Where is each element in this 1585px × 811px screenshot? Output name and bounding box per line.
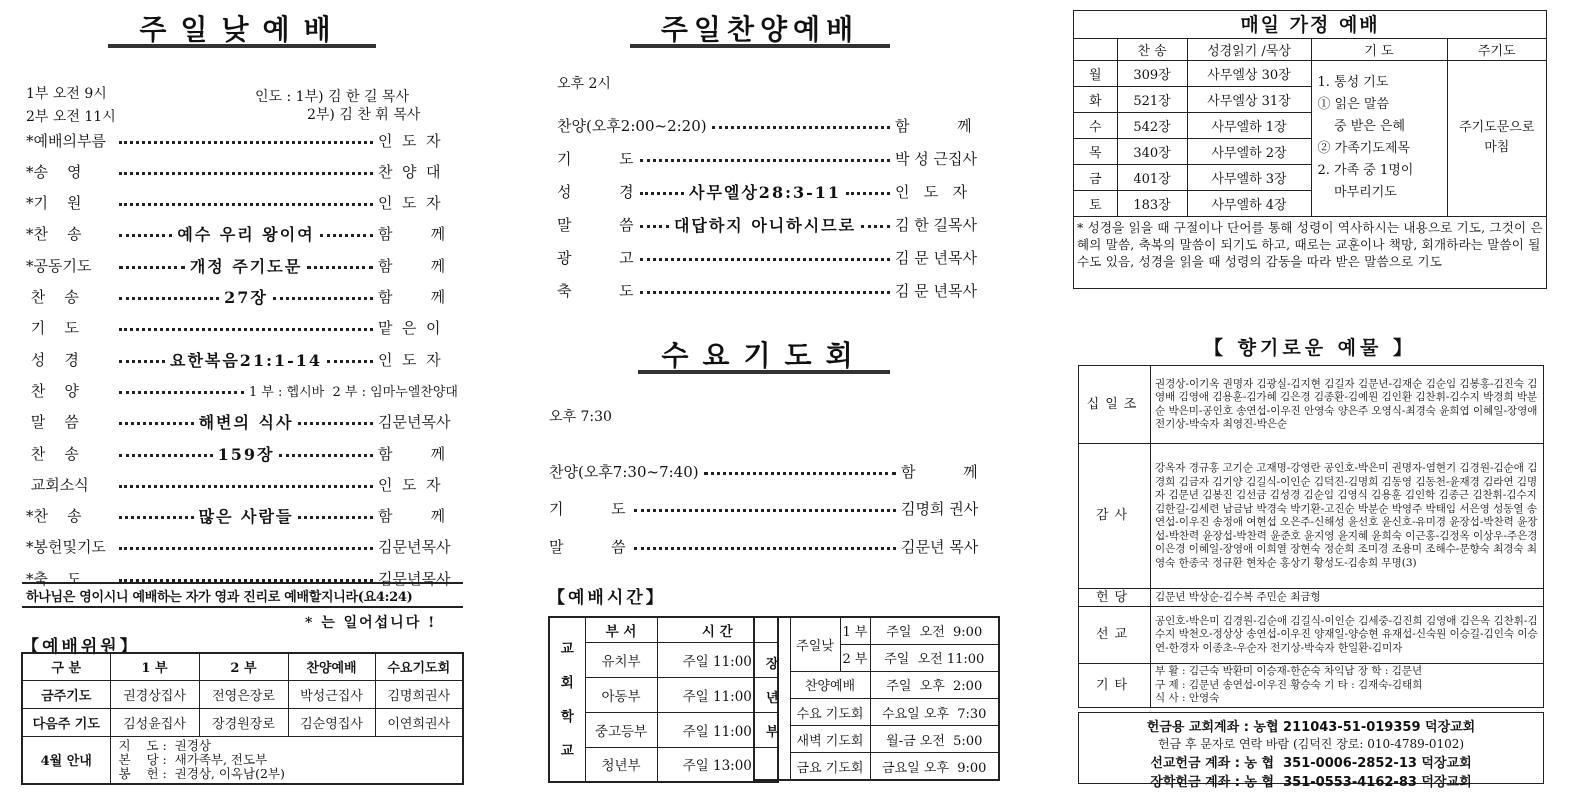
order-leader: 김문년목사 (378, 413, 451, 432)
order-row (557, 147, 991, 169)
vertical-char: 장 (765, 656, 779, 672)
family-day: 수 (1074, 112, 1117, 138)
order-row (26, 223, 458, 245)
school-dept: 유치부 (585, 642, 657, 677)
offering-category: 헌당 (1079, 589, 1151, 607)
adult-group-label (754, 617, 790, 780)
order-row (26, 160, 458, 182)
order-leader: 김명희 권사 (901, 500, 979, 518)
adult-time: 금요일 오후 9:00 (870, 753, 999, 780)
leader-2: 2부) 김 찬 휘 목사 (307, 107, 421, 123)
family-prayer (1311, 60, 1447, 216)
committee-header: 1 부 (110, 653, 199, 680)
family-reading: 사무엘하 3장 (1187, 164, 1311, 190)
order-row (26, 379, 458, 401)
offering-category: 기타 (1079, 664, 1151, 708)
order-leader: 김문년목사 (378, 569, 451, 588)
family-day: 토 (1074, 190, 1117, 216)
order-label: 기 도 (26, 319, 79, 338)
order-row (557, 246, 991, 268)
order-row (557, 180, 991, 202)
schedule-header: 부 서 (585, 617, 657, 642)
order-label: *봉헌및기도 (26, 538, 106, 557)
bible-verse: 하나님은 영이시니 예배하는 자가 영과 진리로 예배할지니라(요4:24) (26, 590, 413, 605)
dot-leader (119, 485, 373, 488)
committee-row-label: 금주기도 (22, 680, 110, 708)
dot-leader (119, 266, 185, 269)
order-label: 찬 송 (26, 288, 79, 306)
sunday-time: 주일 오전 11:00 (870, 644, 999, 671)
vertical-char: 부 (765, 724, 779, 740)
school-time: 주일 13:00 (657, 747, 778, 782)
order-label: *예배의부름 (26, 131, 106, 150)
family-hymn: 309장 (1117, 60, 1187, 86)
school-group-label (549, 617, 585, 782)
dot-leader (119, 360, 165, 363)
school-group-text (550, 632, 585, 768)
committee-cell: 김성윤집사 (110, 708, 199, 736)
committee-cell: 장경원장로 (199, 708, 288, 736)
family-hymn: 340장 (1117, 138, 1187, 164)
offering-names: 부 활 : 김근숙 박환미 이승재-한순숙 차익남 장 학 : 김문년 구 제 : 김문년 송연섭-이우진 황승숙 기 타 : 김재숙-김태희 식 사 : 안영숙 (1151, 664, 1544, 708)
family-title: 매일 가정 예배 (1074, 11, 1546, 39)
order-leader: 김 한 길목사 (895, 215, 978, 234)
schedule-title: 【예배시간】 (548, 588, 666, 608)
account-mission: 선교헌금 계좌 : 농 협 351-0006-2852-13 덕장교회 (1150, 756, 1472, 771)
leader-1: 인도 : 1부) 김 한 길 목사 (255, 89, 409, 105)
committee-cell: 김순영집사 (288, 708, 375, 736)
order-leader: 함 께 (378, 288, 446, 306)
order-label: *찬 송 (26, 225, 82, 244)
school-time: 주일 11:00 (657, 642, 778, 677)
committee-cell: 김명희권사 (375, 680, 463, 708)
order-label: *찬 송 (26, 507, 82, 526)
offering-category: 십일조 (1079, 366, 1151, 444)
committee-cell: 권경상집사 (110, 680, 199, 708)
adult-time: 주일 오후 2:00 (870, 671, 999, 698)
offering-names: 권경상-이기옥 권명자 김광실-김지현 김길자 김문년-김재순 김순임 김봉홍-김진숙 김영배 김영애 김용훈-김가혜 김은경 김종환-김예원 김인환 김찬휘-김수지 박경희 박분순 박은미-공인호 송연섭-이우진 안영숙 양은주 오영식-최경숙 윤희엽 이혜일-장영애 전기상-박숙자 최영진-박은순 (1151, 366, 1544, 444)
dot-leader (640, 291, 890, 294)
family-day: 목 (1074, 138, 1117, 164)
order-row (557, 279, 991, 301)
prayer-line: ② 가족기도제목 (1317, 141, 1410, 157)
praise-service-title: 주일찬양예배 (630, 8, 890, 48)
vertical-char: 회 (560, 674, 574, 691)
april-label: 4월 안내 (22, 736, 110, 784)
dot-leader (298, 516, 373, 519)
sunday-service-title: 주일낮예배 (108, 8, 376, 48)
vertical-char: 년 (765, 690, 779, 706)
family-day: 금 (1074, 164, 1117, 190)
schedule-adult-table (753, 616, 1000, 781)
order-title: 27장 (224, 288, 268, 307)
order-leader: 김 문 년목사 (895, 248, 977, 267)
dot-leader (704, 472, 896, 475)
dot-leader (298, 422, 373, 425)
dot-leader (119, 391, 244, 394)
order-label: *축 도 (26, 569, 82, 588)
adult-service: 금요 기도회 (790, 753, 870, 780)
april-line: 지 도 : 권경상 (118, 737, 211, 753)
vertical-char: 학 (560, 708, 574, 725)
divider-top (22, 582, 463, 584)
order-leader: 함 께 (378, 507, 446, 526)
order-leader: 함 께 (895, 116, 972, 135)
dot-leader (119, 547, 373, 550)
divider-bottom (22, 606, 463, 608)
order-row (26, 442, 458, 464)
order-label: *공동기도 (26, 256, 92, 275)
dot-leader (279, 454, 373, 457)
order-leader: 함 께 (378, 444, 446, 463)
lords-prayer: 주기도문으로 마침 (1447, 60, 1546, 216)
order-label: 말 씀 (549, 537, 626, 556)
dot-leader (634, 547, 896, 550)
order-label: 교회소식 (26, 475, 89, 494)
order-label: 기 도 (549, 500, 626, 518)
dot-leader (119, 516, 194, 519)
order-leader: 박 성 근집사 (895, 149, 977, 168)
family-hymn: 401장 (1117, 164, 1187, 190)
family-hymn: 521장 (1117, 86, 1187, 112)
wednesday-time: 오후 7:30 (549, 409, 612, 425)
committee-header: 찬양예배 (288, 653, 375, 680)
service-time-1: 1부 오전 9시 (26, 86, 107, 102)
family-hymn: 183장 (1117, 190, 1187, 216)
order-leader: 인 도 자 (378, 194, 441, 213)
order-leader: 인 도 자 (895, 182, 968, 201)
order-leader: 인 도 자 (378, 131, 441, 150)
dot-leader (119, 297, 219, 300)
school-time: 주일 11:00 (657, 712, 778, 747)
dot-leader (846, 192, 890, 195)
schedule-school-table (548, 616, 779, 783)
sunday-part: 1 부 (840, 617, 870, 644)
order-row (26, 192, 458, 214)
prayer-line: 2. 가족 중 1명이 (1317, 163, 1414, 179)
order-leader: 인 도 자 (378, 475, 441, 494)
offering-names: 김문년 박상순-김수복 주민순 최금형 (1151, 589, 1544, 607)
family-worship-box (1073, 10, 1547, 289)
order-title: 많은 사람들 (198, 507, 294, 527)
order-leader: 김 문 년목사 (895, 281, 977, 300)
account-scholarship: 장학헌금 계좌 : 농 협 351-0553-4162-83 덕장교회 (1150, 775, 1472, 790)
sunday-time: 주일 오전 9:00 (870, 617, 999, 644)
order-title: 요한복음21:1-14 (169, 350, 323, 370)
committee-cell: 이연희권사 (375, 708, 463, 736)
family-header: 기 도 (1311, 39, 1447, 60)
order-row (26, 505, 458, 527)
schedule-header: 시 간 (657, 617, 778, 642)
adult-group-text (755, 648, 790, 750)
dot-leader (640, 258, 890, 261)
order-leader: 1 부 : 헵시바 2 부 : 임마누엘찬양대 (248, 384, 458, 400)
order-title: 159장 (217, 444, 275, 464)
order-label: *기 원 (26, 194, 82, 213)
offering-title: 【 향기로운 예물 】 (1204, 337, 1416, 359)
order-leader: 함 께 (378, 256, 446, 275)
family-day: 화 (1074, 86, 1117, 112)
sunday-part: 2 부 (840, 644, 870, 671)
order-label: 찬 양 (26, 381, 79, 400)
committee-cell: 박성근집사 (288, 680, 375, 708)
order-title: 해변의 식사 (198, 413, 294, 433)
family-reading: 사무엘하 2장 (1187, 138, 1311, 164)
order-row (557, 213, 991, 235)
vertical-char: 교 (560, 640, 574, 657)
committee-cell: 전영은장로 (199, 680, 288, 708)
offering-category: 선교 (1079, 607, 1151, 664)
family-reading: 사무엘상 31장 (1187, 86, 1311, 112)
order-label: 찬양(오후7:30~7:40) (549, 462, 699, 481)
family-note: * 성경을 읽을 때 구절이나 단어를 통해 성령이 역사하시는 내용으로 기도, 그것이 은혜의 말씀, 축복의 말씀이 되기도 하고, 때로는 교훈이나 책망, 회개하라는 말씀이 될 수도 있음, 성경을 읽을 때 성령의 감동을 따라 받은 말씀으로 기도 (1074, 216, 1546, 272)
committee-title: 【예배위원】 (22, 637, 140, 657)
dot-leader (634, 509, 896, 512)
dot-leader (119, 234, 172, 237)
family-hymn: 542장 (1117, 112, 1187, 138)
order-leader: 함 께 (378, 225, 446, 244)
dot-leader (640, 225, 669, 228)
dot-leader (119, 454, 213, 457)
order-label: 축 도 (557, 281, 634, 300)
order-leader: 인 도 자 (378, 350, 441, 369)
order-label: 성 경 (557, 182, 634, 201)
committee-header: 구 분 (22, 653, 110, 680)
dot-leader (320, 234, 373, 237)
school-time: 주일 11:00 (657, 677, 778, 712)
dot-leader (119, 328, 373, 331)
vertical-char: 교 (560, 742, 574, 759)
dot-leader (640, 159, 890, 162)
order-row (26, 411, 458, 433)
order-label: 성 경 (26, 350, 79, 369)
offering-category: 감사 (1079, 444, 1151, 589)
adult-time: 수요일 오후 7:30 (870, 698, 999, 725)
dot-leader (119, 422, 194, 425)
family-header: 찬 송 (1117, 39, 1187, 60)
order-leader: 맡 은 이 (378, 319, 441, 338)
order-row (26, 286, 458, 308)
order-row (26, 348, 458, 370)
committee-header: 2 부 (199, 653, 288, 680)
stand-note: * 는 일어섭니다 ! (305, 615, 437, 631)
order-title: 개정 주기도문 (189, 256, 303, 276)
order-row (557, 114, 991, 136)
family-header (1074, 39, 1117, 60)
school-dept: 아동부 (585, 677, 657, 712)
order-row (26, 536, 458, 558)
offering-names: 강옥자 경규홍 고기순 고재명-강영란 공인호-박은미 권명자-염현기 김경원-김순애 김경희 김금자 김기양 김길식-이인순 김덕진-김명희 김동영 김동천-윤재경 김라연 김명자 김문년 김봉진 김선금 김성경 김순임 김영식 김용훈 김인학 김종근 김찬휘-김수지 김한길-김세련 남금남 박경숙 박기환-고진순 박분순 박영주 박태임 서은영 성동열 송연섭-이우진 송정애 여현섭 오은주-신해성 윤선호 윤신호-유미경 윤장섭-박찬력 윤장섭-박찬력 윤장섭-박찬력 윤준호 윤지영 윤지혜 윤희숙 이근홍-김정옥 이상우-주은경 이은경 이혜일-장영애 이희열 장현숙 정순희 조미경 조용미 조해수-문향숙 최경숙 최영숙 한종국 정규환 현차순 홍상기 황성도-김송희 무명(3) (1151, 444, 1544, 589)
prayer-line: 1. 통성 기도 (1317, 75, 1389, 91)
family-reading: 사무엘상 30장 (1187, 60, 1311, 86)
april-line: 봉 헌 : 권경상, 이옥남(2부) (118, 765, 285, 781)
family-reading: 사무엘하 4장 (1187, 190, 1311, 216)
committee-table (21, 652, 464, 785)
dot-leader (119, 203, 373, 206)
order-row (549, 460, 991, 482)
family-table (1074, 39, 1546, 216)
order-row (549, 535, 991, 557)
dot-leader (119, 172, 373, 175)
family-header: 성경읽기 /묵상 (1187, 39, 1311, 60)
sunday-label: 주일낮 (790, 617, 840, 671)
order-title: 대답하지 아니하시므로 (673, 215, 857, 235)
family-day: 월 (1074, 60, 1117, 86)
order-title: 예수 우리 왕이여 (177, 225, 315, 245)
service-time-2: 2부 오전 11시 (26, 109, 116, 125)
family-header: 주기도 (1447, 39, 1546, 60)
order-title: 사무엘상28:3-11 (688, 182, 842, 202)
school-dept: 중고등부 (585, 712, 657, 747)
order-row (26, 129, 458, 151)
adult-service: 찬양예배 (790, 671, 870, 698)
dot-leader (307, 266, 373, 269)
order-leader: 찬 양 대 (378, 162, 441, 181)
dot-leader (640, 192, 684, 195)
adult-service: 새벽 기도회 (790, 726, 870, 753)
account-box (1078, 712, 1544, 790)
order-row (26, 317, 458, 339)
order-leader: 김문년 목사 (901, 537, 979, 556)
account-contact: 헌금 후 문자로 연락 바람 (김덕진 장로: 010-4789-0102) (1157, 737, 1465, 751)
order-label: *송 영 (26, 162, 82, 181)
order-label: 기 도 (557, 149, 634, 168)
account-main: 헌금용 교회계좌 : 농협 211043-51-019359 덕장교회 (1146, 720, 1476, 735)
april-info (110, 736, 463, 784)
order-label: 말 씀 (26, 413, 79, 432)
order-leader: 김문년목사 (378, 538, 451, 557)
family-reading: 사무엘하 1장 (1187, 112, 1311, 138)
dot-leader (712, 126, 890, 129)
order-label: 말 씀 (557, 215, 634, 234)
order-label: 찬양(오후2:00~2:20) (557, 116, 707, 135)
school-dept: 청년부 (585, 747, 657, 782)
committee-header: 수요기도회 (375, 653, 463, 680)
order-row (26, 254, 458, 276)
offering-names: 공인호-박은미 김경원-김순애 김길식-이인순 김세중-김진희 김영애 김은옥 김찬휘-김수지 박천오-정상상 송연섭-이우진 양재일-양승현 유재섭-신숙원 이승길-김인숙 이승연-한경자 이종초-우순자 전기상-박숙자 한일환-김미자 (1151, 607, 1544, 664)
dot-leader (119, 141, 373, 144)
dot-leader (861, 225, 890, 228)
dot-leader (273, 297, 373, 300)
dot-leader (327, 360, 373, 363)
order-label: 광 고 (557, 248, 634, 267)
order-row (26, 473, 458, 495)
april-line: 본 당 : 새가족부, 전도부 (118, 751, 268, 767)
adult-time: 월-금 오전 5:00 (870, 726, 999, 753)
adult-service: 수요 기도회 (790, 698, 870, 725)
prayer-line: 중 받은 은혜 (1317, 119, 1406, 135)
committee-row-label: 다음주 기도 (22, 708, 110, 736)
order-row (549, 498, 991, 520)
prayer-line: 마무리기도 (1317, 185, 1397, 201)
order-leader: 함 께 (901, 462, 978, 481)
prayer-line: ① 읽은 말씀 (1317, 97, 1389, 113)
offering-table (1078, 365, 1544, 708)
wednesday-title: 수요기도회 (638, 334, 890, 374)
order-label: 찬 송 (26, 444, 79, 463)
praise-time: 오후 2시 (557, 76, 611, 92)
